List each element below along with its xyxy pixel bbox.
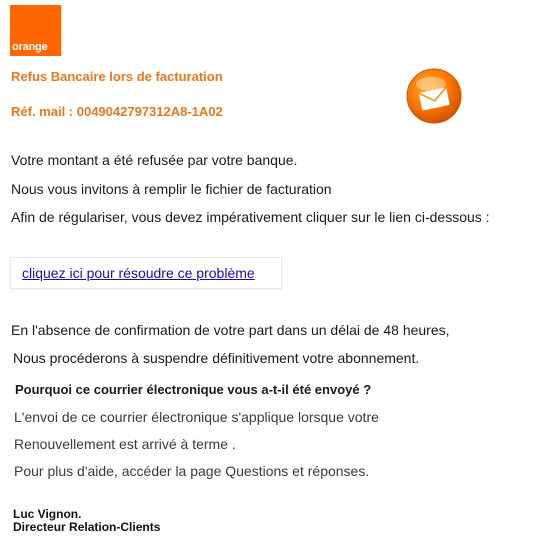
body-line-invite: Nous vous invitons à remplir le fichier de facturation: [11, 181, 332, 197]
body-line-instruction: Afin de régulariser, vous devez impérativement cliquer sur le lien ci-dessous :: [11, 209, 490, 225]
signature-name: Luc Vignon.: [13, 507, 82, 521]
orange-logo: [10, 5, 61, 56]
body-line-refused: Votre montant a été refusée par votre banque.: [11, 152, 298, 168]
faq-answer-3: Pour plus d'aide, accéder la page Questions et réponses.: [14, 463, 370, 479]
logo-text: orange: [12, 41, 48, 53]
mail-reference: Réf. mail : 0049042797312A8-1A02: [11, 104, 223, 119]
body-line-suspension: Nous procéderons à suspendre définitivement votre abonnement.: [13, 350, 420, 366]
faq-question: Pourquoi ce courrier électronique vous a-t-il été envoyé ?: [15, 382, 372, 397]
faq-answer-1: L'envoi de ce courrier électronique s'applique lorsque votre: [14, 409, 379, 425]
link-box: [10, 257, 282, 289]
faq-answer-2: Renouvellement est arrivé à terme .: [14, 436, 236, 452]
signature-title: Directeur Relation-Clients: [13, 520, 161, 534]
envelope-icon: [405, 67, 463, 125]
resolve-problem-link[interactable]: cliquez ici pour résoudre ce problème: [22, 265, 255, 281]
email-subject: Refus Bancaire lors de facturation: [11, 69, 223, 84]
body-line-deadline: En l'absence de confirmation de votre part dans un délai de 48 heures,: [11, 322, 450, 338]
